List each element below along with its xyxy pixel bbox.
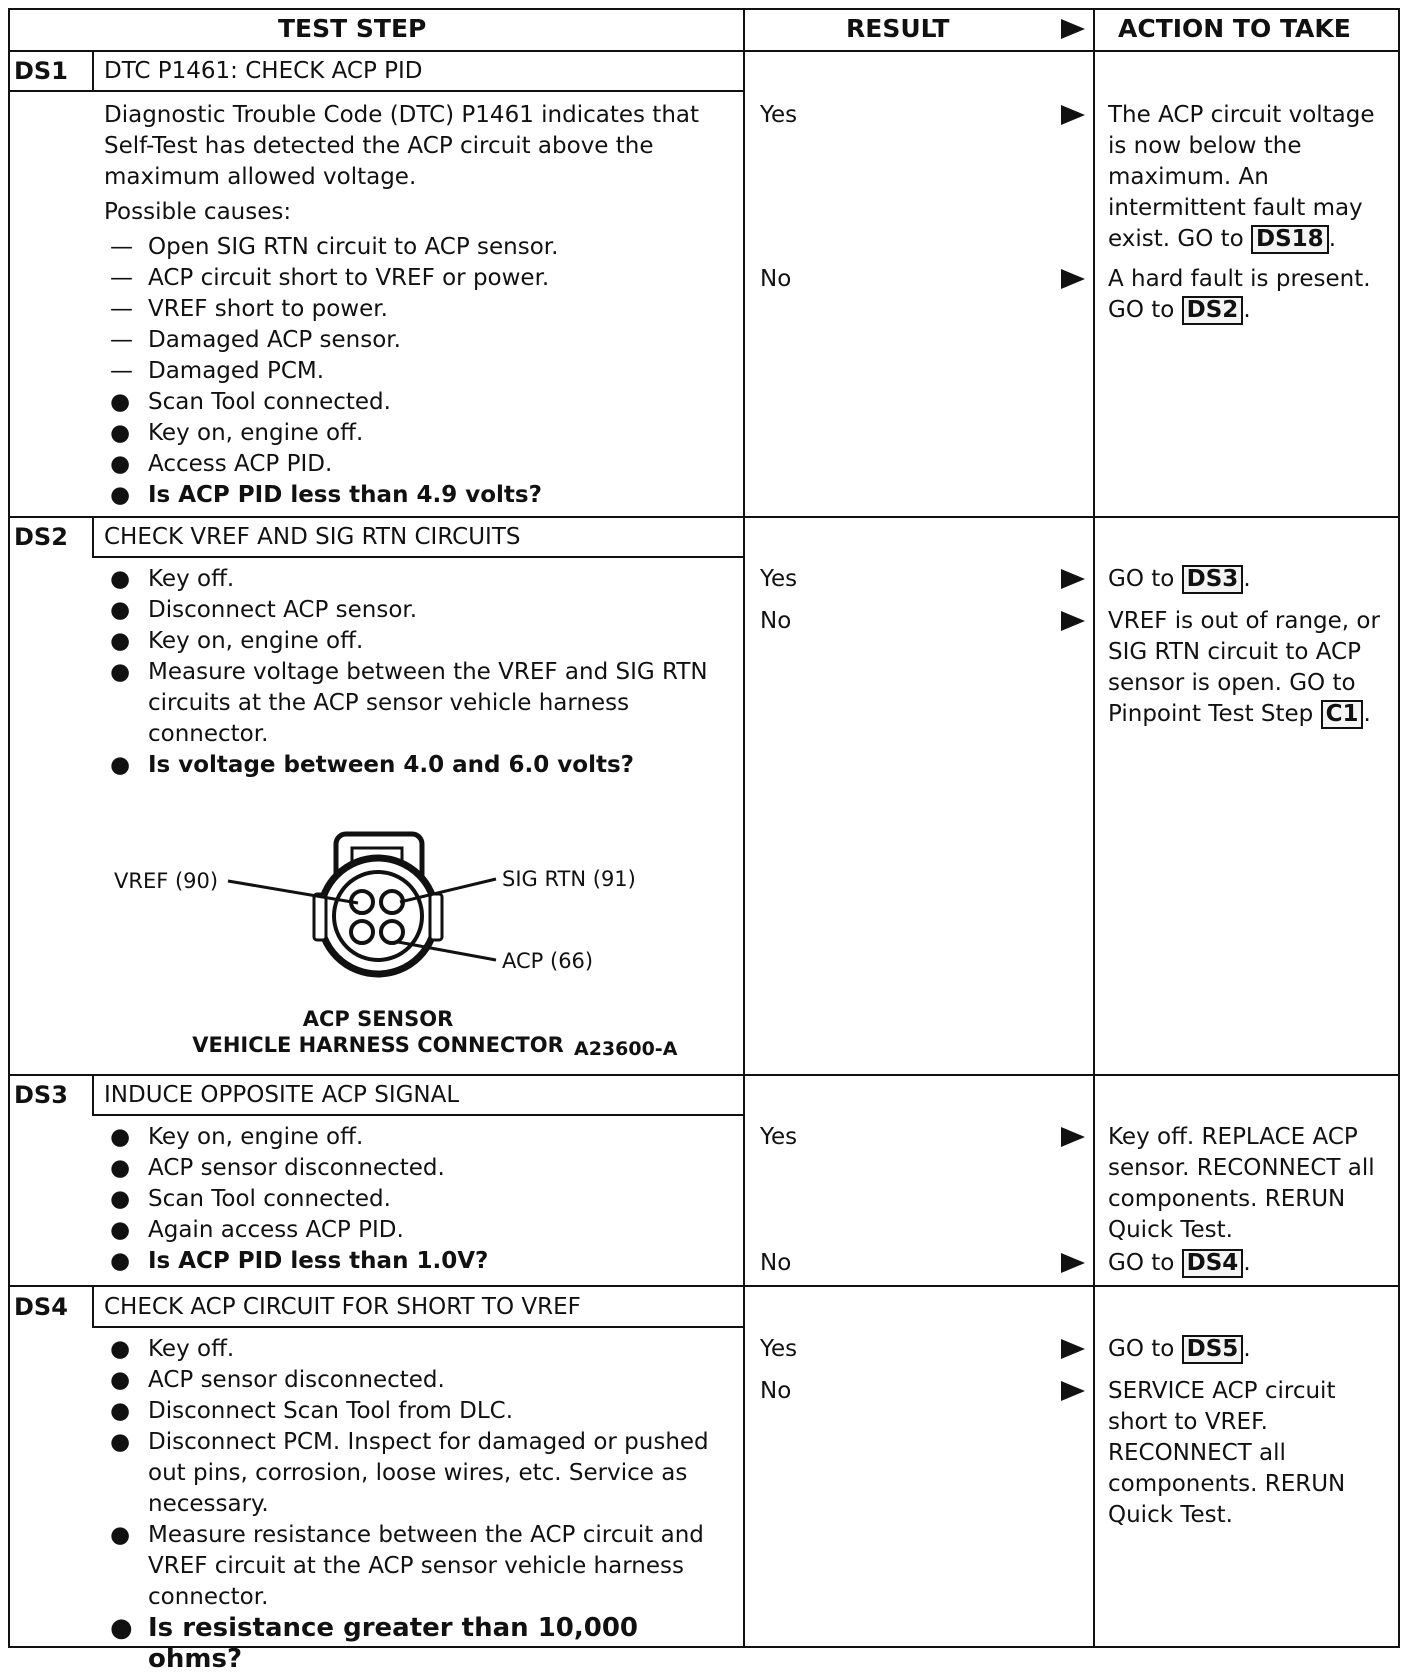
step-ref[interactable]: DS5 — [1182, 1335, 1244, 1364]
diagram-caption: ACP SENSOR VEHICLE HARNESS CONNECTOR — [192, 1007, 564, 1057]
list-item: ● Measure voltage between the VREF and SIG RTN circuits at the ACP sensor vehicle harness connector. — [110, 659, 708, 747]
bullet-icon: ● — [110, 628, 131, 654]
list-item: ● Is resistance greater than 10,000 ohms? — [110, 1613, 639, 1674]
step-title: INDUCE OPPOSITE ACP SIGNAL — [104, 1082, 460, 1108]
list-item: ● Measure resistance between the ACP circuit and VREF circuit at the ACP sensor vehicle harness connector. — [110, 1522, 704, 1610]
action-text: Key off. REPLACE ACP sensor. RECONNECT all components. RERUN Quick Test. — [1108, 1124, 1375, 1243]
causes-label: Possible causes: — [104, 199, 292, 225]
vref-label: VREF (90) — [114, 869, 219, 893]
bullet-icon: ● — [110, 1186, 131, 1212]
list-item: — Damaged ACP sensor. — [104, 325, 724, 356]
dash-icon: — — [110, 327, 133, 353]
arrow-icon — [1061, 611, 1085, 631]
bullet-icon: ● — [110, 752, 131, 778]
step-code: DS1 — [14, 57, 68, 85]
bullet-icon: ● — [110, 597, 131, 623]
result-no: No — [760, 608, 792, 634]
step-code: DS3 — [14, 1081, 68, 1109]
list-item: ● Key off. — [104, 1334, 724, 1365]
result-no: No — [760, 266, 792, 292]
arrow-icon — [1061, 269, 1085, 289]
list-item: ● Disconnect Scan Tool from DLC. — [104, 1396, 724, 1427]
bullet-icon: ● — [110, 1367, 131, 1393]
bullet-icon: ● — [110, 1398, 131, 1424]
bullet-icon: ● — [110, 389, 131, 415]
list-item: — VREF short to power. — [104, 294, 724, 325]
list-item: ● Access ACP PID. — [104, 449, 724, 480]
step-ref[interactable]: DS3 — [1182, 565, 1244, 594]
list-item: — ACP circuit short to VREF or power. — [104, 263, 724, 294]
dash-icon: — — [110, 265, 133, 291]
bullet-icon: ● — [110, 1155, 131, 1181]
bullet-icon: ● — [110, 1248, 131, 1274]
step-title: CHECK ACP CIRCUIT FOR SHORT TO VREF — [104, 1294, 581, 1320]
bullets-list — [104, 1334, 724, 1675]
list-item: ● Is ACP PID less than 1.0V? — [104, 1246, 724, 1277]
list-item: ● ACP sensor disconnected. — [104, 1365, 724, 1396]
action-text: The ACP circuit voltage is now below the maximum. An intermittent fault may exist. GO to DS18 . — [1108, 102, 1375, 252]
action-text: A hard fault is present. GO to DS2 . — [1108, 266, 1371, 323]
acp-label: ACP (66) — [502, 949, 594, 973]
step-ref[interactable]: DS4 — [1182, 1249, 1244, 1278]
action-text: SERVICE ACP circuit short to VREF. RECONNECT all components. RERUN Quick Test. — [1108, 1378, 1346, 1528]
step-ref[interactable]: C1 — [1321, 700, 1364, 729]
arrow-icon — [1061, 105, 1085, 125]
list-item: ● Scan Tool connected. — [104, 387, 724, 418]
header-arrow-icon — [1061, 19, 1085, 39]
step-body — [104, 1122, 724, 1277]
arrow-icon — [1061, 1127, 1085, 1147]
arrow-icon — [1061, 1381, 1085, 1401]
bullet-icon: ● — [110, 566, 131, 592]
header-action: ACTION TO TAKE — [1118, 14, 1351, 43]
result-yes: Yes — [760, 566, 798, 592]
list-item: ● ACP sensor disconnected. — [104, 1153, 724, 1184]
bullet-icon: ● — [110, 482, 131, 508]
dash-icon: — — [110, 234, 133, 260]
list-item: ● Key on, engine off. — [104, 418, 724, 449]
action-text: GO to DS3 . — [1108, 566, 1251, 592]
list-item: ● Key on, engine off. — [104, 1122, 724, 1153]
dash-icon: — — [110, 296, 133, 322]
step-intro: Diagnostic Trouble Code (DTC) P1461 indicates that Self-Test has detected the ACP circuit above the maximum allowed voltage. — [104, 102, 700, 190]
bullet-icon: ● — [110, 1613, 133, 1643]
figure-id: A23600-A — [574, 1038, 678, 1060]
result-no: No — [760, 1250, 792, 1276]
step-ref[interactable]: DS18 — [1251, 225, 1329, 254]
arrow-icon — [1061, 1339, 1085, 1359]
result-yes: Yes — [760, 1124, 798, 1150]
col-divider-action — [1093, 8, 1095, 1648]
bullet-icon: ● — [110, 1124, 131, 1150]
list-item: ● Key off. — [104, 564, 724, 595]
result-yes: Yes — [760, 102, 798, 128]
list-item: — Open SIG RTN circuit to ACP sensor. — [104, 232, 724, 263]
step-title: DTC P1461: CHECK ACP PID — [104, 58, 423, 84]
bullet-icon: ● — [110, 420, 131, 446]
step-body — [104, 1334, 724, 1675]
arrow-icon — [1061, 569, 1085, 589]
dash-icon: — — [110, 358, 133, 384]
step-ref[interactable]: DS2 — [1182, 296, 1244, 325]
list-item: — Damaged PCM. — [104, 356, 724, 387]
header-test-step: TEST STEP — [278, 14, 427, 43]
bullet-icon: ● — [110, 451, 131, 477]
step-code: DS2 — [14, 523, 68, 551]
bullet-icon: ● — [110, 1522, 131, 1548]
bullets-list — [104, 1122, 724, 1277]
list-item: ● Again access ACP PID. — [104, 1215, 724, 1246]
bullet-icon: ● — [110, 1429, 131, 1455]
result-yes: Yes — [760, 1336, 798, 1362]
sigrtn-label: SIG RTN (91) — [502, 867, 636, 891]
step-code: DS4 — [14, 1293, 68, 1321]
bullet-icon: ● — [110, 659, 131, 685]
list-item: ● Key on, engine off. — [104, 626, 724, 657]
action-text: GO to DS4 . — [1108, 1250, 1251, 1276]
border-right — [1398, 8, 1400, 1648]
bullet-icon: ● — [110, 1217, 131, 1243]
action-text: GO to DS5 . — [1108, 1336, 1251, 1362]
list-item: ● Is ACP PID less than 4.9 volts? — [104, 480, 724, 511]
list-item: ● Disconnect PCM. Inspect for damaged or pushed out pins, corrosion, loose wires, etc. Service as necessary. — [110, 1429, 709, 1517]
step-title: CHECK VREF AND SIG RTN CIRCUITS — [104, 524, 521, 550]
list-item: ● Is voltage between 4.0 and 6.0 volts? — [104, 750, 724, 781]
list-item: ● Disconnect ACP sensor. — [104, 595, 724, 626]
result-no: No — [760, 1378, 792, 1404]
arrow-icon — [1061, 1253, 1085, 1273]
diagnostic-table — [8, 8, 1400, 1674]
action-text: VREF is out of range, or SIG RTN circuit to ACP sensor is open. GO to Pinpoint Test Step C1 . — [1108, 608, 1380, 727]
header-result: RESULT — [846, 14, 950, 43]
bullet-icon: ● — [110, 1336, 131, 1362]
list-item: ● Scan Tool connected. — [104, 1184, 724, 1215]
